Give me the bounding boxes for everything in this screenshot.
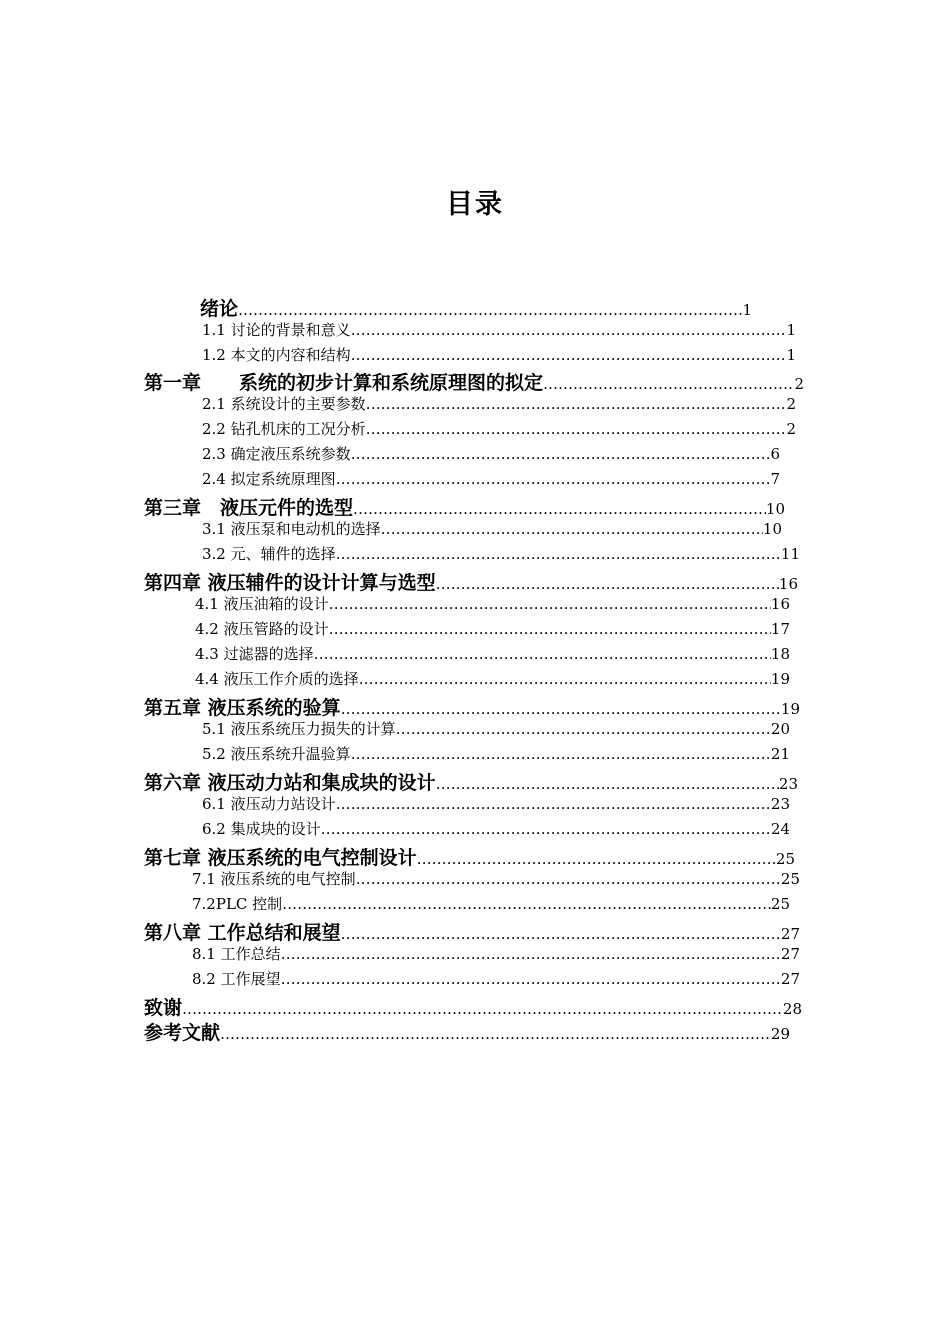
- toc-entry-page-number: 16: [770, 595, 790, 613]
- toc-section-entry: [202, 418, 796, 444]
- toc-entry-label: 5.2 液压系统升温验算: [202, 745, 351, 763]
- toc-section-entry: [192, 968, 800, 994]
- toc-chapter-entry: [144, 368, 804, 394]
- page-title: 目录: [446, 189, 504, 220]
- dot-leader: [436, 775, 779, 793]
- dot-leader: [336, 470, 771, 488]
- toc-entry-label: 4.2 液压管路的设计: [195, 620, 329, 638]
- dot-leader: [314, 645, 771, 663]
- dot-leader: [281, 945, 781, 963]
- toc-entry-page-number: 21: [770, 745, 790, 763]
- toc-entry-page-number: 2: [786, 395, 796, 413]
- dot-leader: [351, 745, 771, 763]
- dot-leader: [381, 520, 763, 538]
- dot-leader: [359, 670, 771, 688]
- toc-entry-label: 3.2 元、辅件的选择: [202, 545, 336, 563]
- toc-section-entry: [202, 518, 782, 544]
- dot-leader: [329, 620, 771, 638]
- toc-entry-label: 2.1 系统设计的主要参数: [202, 395, 366, 413]
- dot-leader: [281, 970, 781, 988]
- toc-entry-page-number: 25: [775, 850, 795, 868]
- toc-entry-page-number: 6: [770, 445, 780, 463]
- dot-leader: [336, 795, 771, 813]
- dot-leader: [220, 1025, 771, 1043]
- toc-section-entry: [202, 818, 790, 844]
- toc-chapter-entry: [144, 843, 795, 869]
- toc-section-entry: [202, 793, 790, 819]
- dot-leader: [366, 420, 787, 438]
- toc-entry-page-number: 10: [765, 500, 785, 518]
- dot-leader: [336, 545, 781, 563]
- toc-entry-label: 第七章 液压系统的电气控制设计: [144, 847, 417, 869]
- dot-leader: [282, 895, 771, 913]
- toc-entry-page-number: 19: [780, 700, 800, 718]
- toc-entry-label: 6.2 集成块的设计: [202, 820, 321, 838]
- toc-entry-page-number: 28: [782, 1000, 802, 1018]
- toc-entry-page-number: 17: [770, 620, 790, 638]
- toc-entry-page-number: 27: [780, 945, 800, 963]
- toc-entry-page-number: 1: [786, 321, 796, 339]
- toc-section-entry: [202, 443, 780, 469]
- toc-entry-page-number: 23: [778, 775, 798, 793]
- toc-section-entry: [202, 468, 780, 494]
- dot-leader: [356, 870, 781, 888]
- toc-entry-label: 2.3 确定液压系统参数: [202, 445, 351, 463]
- dot-leader: [329, 595, 771, 613]
- toc-entry-page-number: 10: [762, 520, 782, 538]
- toc-entry-label: 1.1 讨论的背景和意义: [202, 321, 351, 339]
- toc-entry-label: 8.2 工作展望: [192, 970, 281, 988]
- dot-leader: [341, 700, 781, 718]
- toc-section-entry: [192, 893, 790, 919]
- toc-entry-label: 8.1 工作总结: [192, 945, 281, 963]
- toc-chapter-entry: [144, 993, 802, 1019]
- dot-leader: [238, 301, 742, 319]
- toc-section-entry: [192, 868, 800, 894]
- toc-entry-label: 2.2 钻孔机床的工况分析: [202, 420, 366, 438]
- toc-entry-label: 第三章 液压元件的选型: [144, 497, 354, 519]
- toc-entry-label: 4.3 过滤器的选择: [195, 645, 314, 663]
- dot-leader: [543, 375, 794, 393]
- toc-entry-label: 第八章 工作总结和展望: [144, 922, 341, 944]
- toc-entry-page-number: 1: [786, 346, 796, 364]
- toc-chapter-entry: [144, 693, 800, 719]
- toc-entry-page-number: 11: [780, 545, 800, 563]
- toc-entry-page-number: 24: [770, 820, 790, 838]
- toc-chapter-entry: [144, 493, 785, 519]
- dot-leader: [396, 720, 771, 738]
- toc-entry-page-number: 1: [742, 301, 752, 319]
- toc-entry-page-number: 25: [770, 895, 790, 913]
- toc-chapter-entry: [144, 1018, 790, 1044]
- toc-entry-page-number: 29: [770, 1025, 790, 1043]
- toc-entry-label: 7.1 液压系统的电气控制: [192, 870, 356, 888]
- toc-entry-page-number: 16: [778, 575, 798, 593]
- toc-entry-label: 第五章 液压系统的验算: [144, 697, 341, 719]
- dot-leader: [351, 321, 787, 339]
- toc-entry-page-number: 25: [780, 870, 800, 888]
- dot-leader: [353, 500, 766, 518]
- toc-entry-page-number: 2: [794, 375, 804, 393]
- toc-entry-label: 绪论: [200, 298, 239, 320]
- dot-leader: [321, 820, 771, 838]
- toc-entry-label: 7.2PLC 控制: [192, 895, 283, 913]
- toc-entry-label: 4.1 液压油箱的设计: [195, 595, 329, 613]
- toc-section-entry: [202, 543, 800, 569]
- dot-leader: [341, 925, 781, 943]
- dot-leader: [436, 575, 779, 593]
- dot-leader: [351, 346, 787, 364]
- toc-entry-page-number: 23: [770, 795, 790, 813]
- toc-section-entry: [195, 618, 790, 644]
- dot-leader: [182, 1000, 783, 1018]
- toc-section-entry: [202, 718, 790, 744]
- toc-entry-page-number: 27: [780, 970, 800, 988]
- toc-section-entry: [195, 668, 790, 694]
- toc-entry-page-number: 20: [770, 720, 790, 738]
- toc-entry-label: 参考文献: [144, 1022, 221, 1044]
- toc-entry-page-number: 19: [770, 670, 790, 688]
- toc-entry-page-number: 2: [786, 420, 796, 438]
- toc-section-entry: [195, 593, 790, 619]
- dot-leader: [417, 850, 776, 868]
- toc-section-entry: [192, 943, 800, 969]
- toc-entry-label: 致谢: [144, 997, 183, 1019]
- toc-entry-label: 5.1 液压系统压力损失的计算: [202, 720, 396, 738]
- toc-entry-label: 4.4 液压工作介质的选择: [195, 670, 359, 688]
- toc-entry-label: 第六章 液压动力站和集成块的设计: [144, 772, 436, 794]
- toc-entry-label: 2.4 拟定系统原理图: [202, 470, 336, 488]
- toc-section-entry: [202, 743, 790, 769]
- toc-entry-label: 3.1 液压泵和电动机的选择: [202, 520, 381, 538]
- toc-entry-page-number: 18: [770, 645, 790, 663]
- toc-section-entry: [195, 643, 790, 669]
- toc-entry-label: 1.2 本文的内容和结构: [202, 346, 351, 364]
- toc-section-entry: [202, 319, 796, 345]
- toc-entry-label: 第一章 系统的初步计算和系统原理图的拟定: [144, 372, 544, 394]
- toc-chapter-entry: [144, 568, 798, 594]
- toc-entry-page-number: 27: [780, 925, 800, 943]
- toc-chapter-entry: [144, 918, 800, 944]
- toc-entry-label: 第四章 液压辅件的设计计算与选型: [144, 572, 436, 594]
- dot-leader: [366, 395, 787, 413]
- toc-chapter-entry: [200, 294, 752, 320]
- toc-entry-page-number: 7: [770, 470, 780, 488]
- toc-entry-label: 6.1 液压动力站设计: [202, 795, 336, 813]
- toc-chapter-entry: [144, 768, 798, 794]
- dot-leader: [351, 445, 771, 463]
- toc-section-entry: [202, 344, 796, 370]
- toc-section-entry: [202, 393, 796, 419]
